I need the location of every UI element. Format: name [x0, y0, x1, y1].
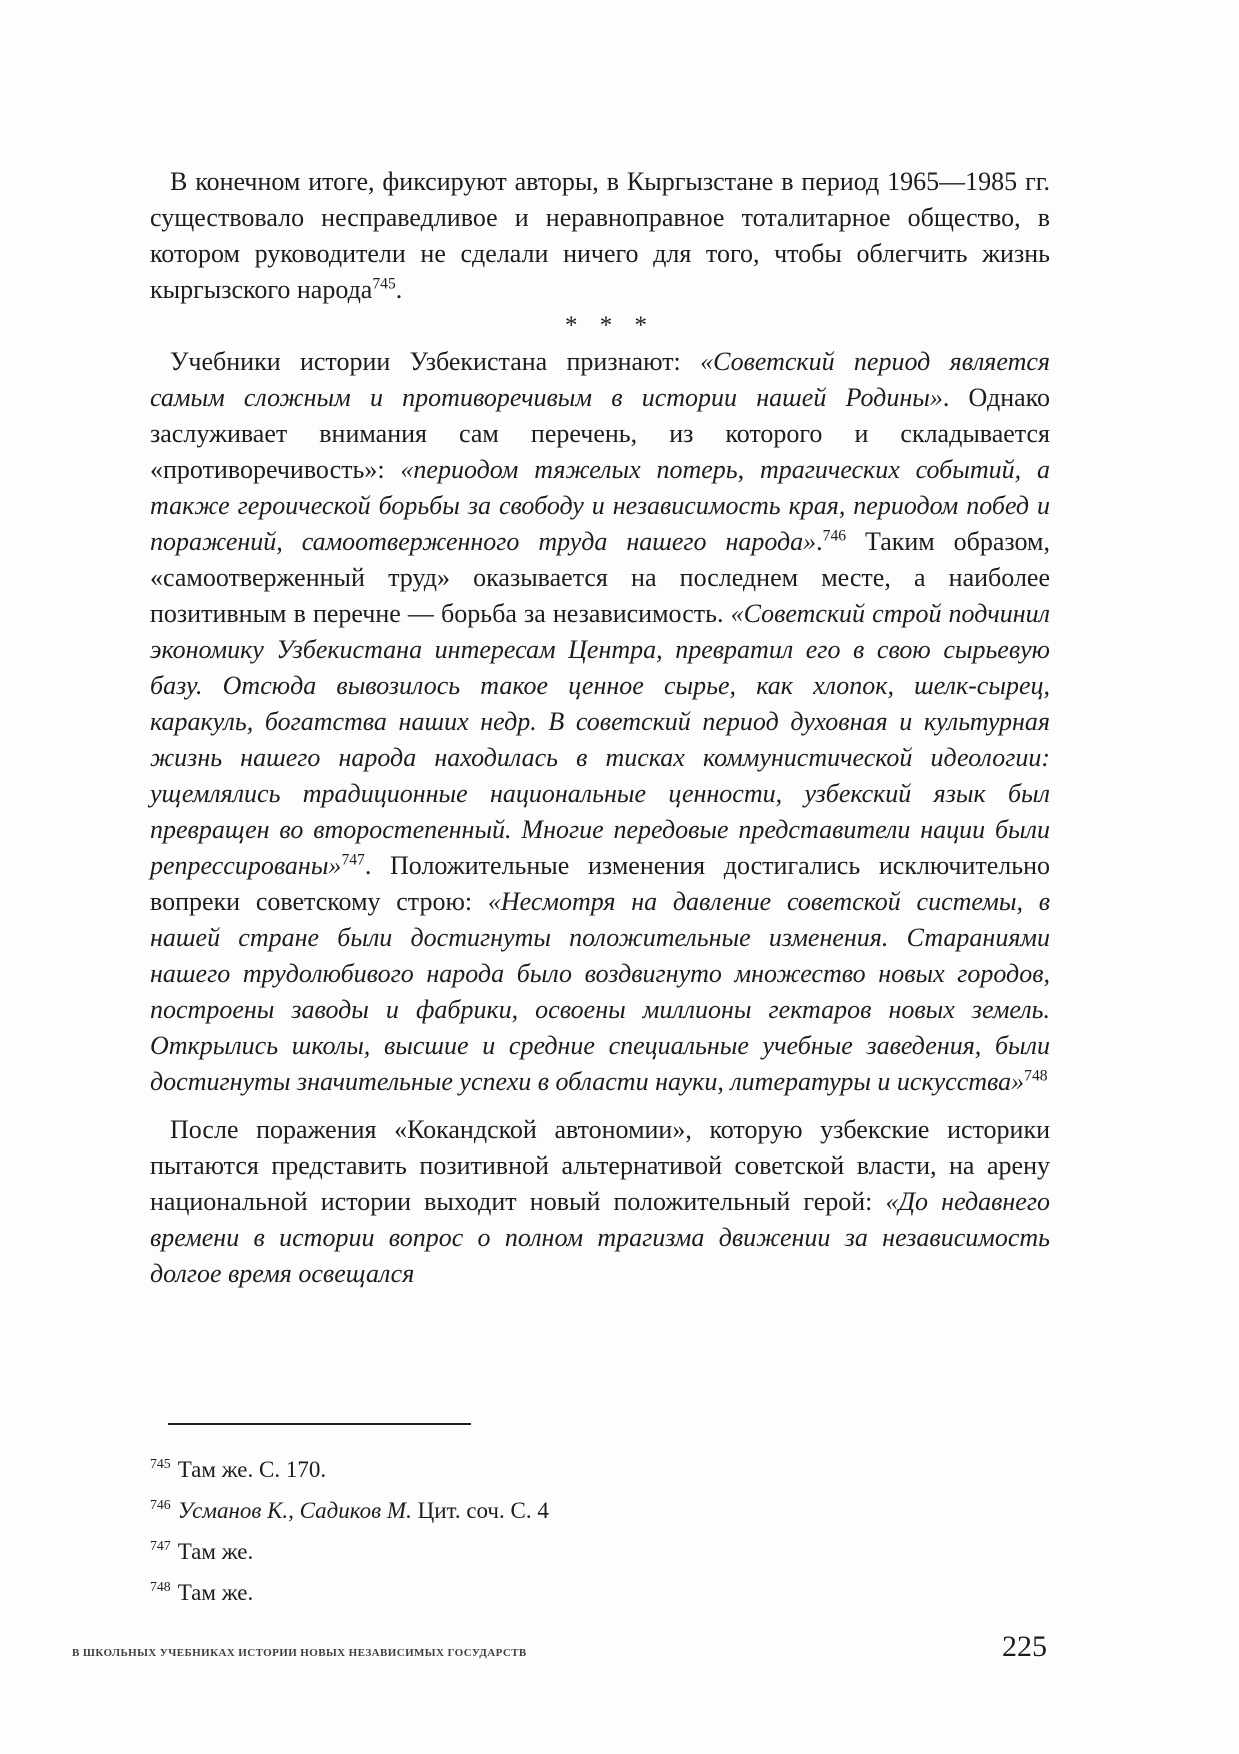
body-text: . Положительные изменения достигались исключительно вопреки советскому строю:	[150, 851, 1050, 916]
body-text: Таким образом, «самоотверженный труд» оказывается на последнем месте, а наиболее позитивным в перечне — борьба за независимость.	[150, 527, 1050, 628]
quoted-text: «Советский период является самым сложным и противоречивым в истории нашей Родины»	[150, 347, 1050, 412]
paragraph-kokand-autonomy	[150, 1112, 1050, 1292]
body-text: .	[816, 527, 823, 556]
footnote-item	[150, 1572, 1050, 1613]
page-body-text	[150, 164, 1050, 1292]
footnote-number: 745	[150, 1456, 171, 1472]
section-separator-asterisks: * * *	[565, 312, 655, 339]
body-text: Цит. соч. С. 4	[411, 1498, 549, 1523]
body-text: . Однако заслуживает внимания сам перечень, из которого и складывается «противоречивость»:	[150, 383, 1050, 484]
quoted-text: «Советский строй подчинил экономику Узбекистана интересам Центра, превратил его в свою сырьевую базу. Отсюда вывозилось такое ценное сырье, как хлопок, шелк-сырец, каракуль, богатства наших недр. В советский период духовная и культурная жизнь нашего народа находилась в тисках коммунистической идеологии: ущемлялись традиционные национальные ценности, узбекский язык был превращен во второстепенный. Многие передовые представители нации были репрессированы»	[150, 599, 1050, 880]
footnote-item	[150, 1531, 1050, 1572]
quoted-text: «Несмотря на давление советской системы, в нашей стране были достигнуты положительные изменения. Стараниями нашего трудолюбивого народа было воздвигнуто множество новых городов, построены заводы и фабрики, освоены миллионы гектаров новых земель. Открылись школы, высшие и средние специальные учебные заведения, были достигнуты значительные успехи в области науки, литературы и искусства»	[150, 887, 1050, 1096]
footnotes-list	[150, 1449, 1050, 1613]
footnote-number: 748	[150, 1579, 171, 1595]
footnotes-section	[150, 1423, 1050, 1613]
footnote-marker: 748	[1024, 1067, 1048, 1085]
body-text: Там же.	[177, 1539, 254, 1564]
footnote-item	[150, 1490, 1050, 1531]
footnote-marker: 746	[822, 527, 847, 545]
quoted-text: «периодом тяжелых потерь, трагических событий, а также героической борьбы за свободу и независимость края, периодом побед и поражений, самоотверженного труда нашего народа»	[150, 455, 1050, 556]
quoted-text: «До недавнего времени в истории вопрос о полном трагизма движении за независимость долгое время освещался	[150, 1187, 1050, 1288]
paragraph-uzbekistan-textbooks	[150, 344, 1050, 1100]
footnote-rule	[168, 1423, 471, 1425]
body-text: .	[395, 275, 403, 304]
body-text: Учебники истории Узбекистана признают:	[170, 347, 701, 376]
paragraph-kyrgyzstan-conclusion	[150, 164, 1050, 308]
footnote-marker: 745	[372, 275, 396, 293]
quoted-text: Усманов К., Садиков М.	[177, 1498, 412, 1523]
footnote-item	[150, 1449, 1050, 1490]
body-text: После поражения «Кокандской автономии», которую узбекские историки пытаются представить позитивной альтернативой советской власти, на арену национальной истории выходит новый положительный герой:	[150, 1115, 1050, 1216]
body-text: Там же.	[177, 1580, 254, 1605]
body-text: Там же. С. 170.	[177, 1457, 327, 1482]
footnote-number: 746	[150, 1497, 171, 1513]
running-title: В ШКОЛЬНЫХ УЧЕБНИКАХ ИСТОРИИ НОВЫХ НЕЗАВИСИМЫХ ГОСУДАРСТВ	[72, 1647, 527, 1659]
footnote-number: 747	[150, 1538, 171, 1554]
page-number: 225	[1002, 1630, 1047, 1663]
body-text: В конечном итоге, фиксируют авторы, в Кыргызстане в период 1965—1985 гг. существовало несправедливое и неравноправное тоталитарное общество, в котором руководители не сделали ничего для того, чтобы облегчить жизнь кыргызского народа	[150, 167, 1050, 304]
footnote-marker: 747	[341, 851, 365, 869]
